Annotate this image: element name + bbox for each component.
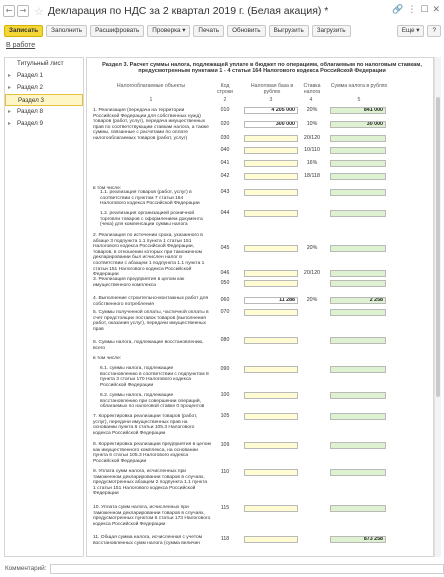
row-code: 118 — [220, 536, 230, 542]
tax-amount-field[interactable] — [330, 392, 386, 399]
row-code: 046 — [220, 270, 230, 276]
tax-amount-field[interactable] — [330, 469, 386, 476]
tax-base-field[interactable] — [244, 536, 298, 543]
row-code: 070 — [220, 309, 230, 315]
row-label: 8. Корректировка реализации предприятия в целом как имущественного комплекса, на основании пункта 6 статьи 105.3 Налогового кодекса Российской Федерации — [93, 442, 211, 464]
row-label: 6. Суммы налога, подлежащие восстановлению, всего — [93, 340, 204, 351]
column-number: 2 — [223, 97, 227, 103]
column-number: 3 — [269, 97, 273, 103]
tax-rate: 20% — [306, 245, 318, 251]
section-title: Раздел 3. Расчет суммы налога, подлежащей уплате в бюджет по операциям, облагаемым по налоговым ставкам, предусмотренным пунктами 1 - 4 статьи 164 Налогового кодекса Российской Федерации — [102, 62, 422, 75]
tax-amount-field[interactable]: 873 258 — [330, 536, 386, 543]
arrow-left-icon[interactable]: ← — [3, 5, 15, 17]
tax-base-field[interactable] — [244, 189, 298, 196]
comment-label: Комментарий: — [5, 565, 47, 572]
row-code: 115 — [220, 505, 230, 511]
refresh-button[interactable]: Обновить — [227, 25, 266, 37]
sidebar-item-title-page[interactable] — [5, 58, 83, 70]
tax-rate: 20/120 — [303, 270, 321, 276]
sidebar — [4, 57, 84, 557]
tax-amount-field[interactable] — [330, 189, 386, 196]
tax-base-field[interactable] — [244, 413, 298, 420]
row-label: 1.2. реализация организацией розничной торговли товаров с оформлением документа (чека) для компенсации суммы налога — [100, 211, 203, 228]
chevron-right-icon: ▸ — [8, 108, 12, 115]
window-title: Декларация по НДС за 2 квартал 2019 г. (Белая акация) * — [47, 5, 329, 17]
row-code: 090 — [220, 366, 230, 372]
tax-amount-field[interactable] — [330, 173, 386, 180]
sidebar-item-label: Титульный лист — [17, 60, 64, 67]
more-button[interactable]: Еще ▾ — [397, 25, 425, 37]
tax-base-field[interactable] — [244, 469, 298, 476]
tax-rate: 20/120 — [303, 135, 321, 141]
row-label: 6.1. суммы налога, подлежащие восстановлению в соответствии с подпунктом 8 пункта 3 статьи 170 Налогового кодекса Российской Федерации — [100, 366, 209, 388]
save-button[interactable]: Записать — [4, 25, 43, 37]
row-label: 3. Реализация предприятия в целом как имущественного комплекса — [93, 277, 185, 288]
column-header-code: Код строки — [217, 83, 233, 95]
tax-base-field[interactable] — [244, 280, 298, 287]
tax-amount-field[interactable] — [330, 270, 386, 277]
sidebar-item-label: Раздел 1 — [17, 72, 44, 79]
chevron-right-icon: ▸ — [8, 72, 12, 79]
row-label: 11. Общая сумма налога, исчисленная с учетом восстановленных сумм налога (сумма величин — [93, 535, 203, 546]
comment-input[interactable] — [50, 564, 444, 574]
column-number: 1 — [149, 97, 153, 103]
tax-amount-field[interactable] — [330, 505, 386, 512]
tax-base-field[interactable] — [244, 270, 298, 277]
tax-amount-field[interactable]: 2 258 — [330, 297, 386, 304]
tax-rate: 16% — [306, 160, 318, 166]
tax-base-field[interactable]: 300 000 — [244, 121, 298, 128]
decode-button[interactable]: Расшифровать — [90, 25, 144, 37]
row-code: 020 — [220, 121, 230, 127]
help-button[interactable]: ? — [427, 25, 441, 37]
row-code: 110 — [220, 469, 230, 475]
row-code: 050 — [220, 280, 230, 286]
row-label: 10. Уплата сумм налога, исчисленных при таможенном декларировании товаров в случаях, предусмотренных пунктом 6 статьи 173 Налогового кодекса Российской Федерации — [93, 505, 211, 527]
tax-amount-field[interactable] — [330, 135, 386, 142]
arrow-right-icon[interactable]: → — [17, 5, 29, 17]
tax-amount-field[interactable] — [330, 413, 386, 420]
row-label: в том числе: — [93, 356, 122, 361]
scrollbar-thumb[interactable] — [436, 97, 440, 397]
tax-amount-field[interactable] — [330, 309, 386, 316]
row-code: 030 — [220, 135, 230, 141]
tax-amount-field[interactable] — [330, 366, 386, 373]
sidebar-item-section-2[interactable] — [5, 82, 83, 94]
sidebar-item-label: Раздел 8 — [17, 108, 44, 115]
row-label: 9. Уплата сумм налога, исчисленных при таможенном декларировании товаров в случаях, предусмотренных абзацем 2 подпункта 1.1 пункта 1 статьи 151 Налогового кодекса Российской Федерации — [93, 469, 208, 497]
row-code: 043 — [220, 189, 230, 195]
fill-button[interactable]: Заполнить — [46, 25, 87, 37]
check-button[interactable]: Проверка ▾ — [147, 25, 190, 37]
row-label: 2. Реализация по истечении срока, указанного в абзаце 3 подпункта 1.1 пункта 1 статьи 151 Налогового кодекса Российской Федерации, товаров, в отношении которых при таможенном декларировании был исчислен налог в соответствии с абзацем 1 подпункта 1.1 пункта 1 статьи 151 Налогового кодекса Российской Федерации — [93, 233, 205, 278]
row-label: в том числе: — [93, 186, 122, 191]
tax-base-field[interactable] — [244, 392, 298, 399]
row-label: 1.1. реализация товаров (работ, услуг) в соответствии с пунктом 7 статьи 164 Налогового кодекса Российской Федерации — [100, 190, 200, 207]
row-code: 080 — [220, 337, 230, 343]
row-code: 044 — [220, 210, 230, 216]
tax-amount-field[interactable] — [330, 442, 386, 449]
tax-base-field[interactable] — [244, 210, 298, 217]
row-label: 4. Выполнение строительно-монтажных работ для собственного потребления — [93, 296, 209, 307]
import-button[interactable]: Загрузить — [312, 25, 351, 37]
tax-amount-field[interactable] — [330, 160, 386, 167]
toolbar — [0, 24, 444, 38]
tax-rate: 18/118 — [304, 173, 320, 179]
tax-base-field[interactable] — [244, 505, 298, 512]
row-code: 040 — [220, 147, 230, 153]
column-header-objects: Налогооблагаемые объекты — [116, 83, 186, 89]
tax-base-field[interactable] — [244, 366, 298, 373]
tax-amount-field[interactable] — [330, 337, 386, 344]
tax-base-field[interactable] — [244, 147, 298, 154]
row-code: 105 — [220, 413, 230, 419]
chevron-right-icon: ▸ — [8, 120, 12, 127]
tax-amount-field[interactable] — [330, 147, 386, 154]
close-icon[interactable]: ✕ — [432, 5, 440, 15]
row-code: 100 — [220, 392, 230, 398]
more-icon[interactable]: ⋮ — [407, 5, 417, 15]
tax-rate: 20% — [306, 297, 318, 303]
row-code: 042 — [220, 173, 230, 179]
column-number: 5 — [357, 97, 361, 103]
row-label: 5. Суммы полученной оплаты, частичной оплаты в счет предстоящих поставок товаров (выполнения работ, оказания услуг), передачи имущественных прав — [93, 310, 209, 332]
sidebar-item-label: Раздел 2 — [17, 84, 44, 91]
maximize-icon[interactable]: ☐ — [420, 5, 429, 15]
tax-base-field[interactable]: 11 288 — [244, 297, 298, 304]
tax-amount-field[interactable]: 30 000 — [330, 121, 386, 128]
row-label: 7. Корректировка реализации товаров (работ, услуг), передачи имущественных прав на основании пункта 6 статьи 105.3 Налогового кодекса Российской Федерации — [93, 414, 198, 436]
tax-base-field[interactable] — [244, 245, 298, 252]
row-code: 109 — [220, 442, 230, 448]
column-header-tax: Сумма налога в рублях — [330, 83, 388, 89]
tax-amount-field[interactable]: 841 000 — [330, 107, 386, 114]
tax-base-field[interactable] — [244, 309, 298, 316]
status-link[interactable]: В работе — [6, 42, 36, 49]
row-label: 6.2. суммы налога, подлежащие восстановлению при совершении операций, облагаемых по налоговой ставке 0 процентов — [100, 393, 205, 410]
row-label: 1. Реализация (передача на территории Российской Федерации для собственных нужд) товаров (работ, услуг), передача имущественных прав по соответствующим ставкам налога, а также суммы, связанные с расчетами по оплате налогооблагаемых товаров (работ, услуг) — [93, 108, 209, 141]
tax-rate: 10% — [306, 121, 318, 127]
tax-amount-field[interactable] — [330, 280, 386, 287]
sidebar-item-label: Раздел 3 — [18, 97, 45, 104]
sidebar-item-section-9[interactable] — [5, 118, 83, 130]
tax-base-field[interactable] — [244, 337, 298, 344]
row-code: 060 — [220, 297, 230, 303]
tax-rate: 10/110 — [304, 147, 320, 153]
sidebar-item-section-8[interactable] — [5, 106, 83, 118]
star-icon[interactable]: ☆ — [34, 4, 44, 18]
tax-rate: 20% — [306, 107, 318, 113]
tax-amount-field[interactable] — [330, 210, 386, 217]
vertical-scrollbar[interactable] — [434, 57, 441, 557]
tax-base-field[interactable] — [244, 442, 298, 449]
tax-base-field[interactable] — [244, 173, 298, 180]
sidebar-item-section-1[interactable] — [5, 70, 83, 82]
row-code: 045 — [220, 245, 230, 251]
window-controls — [392, 5, 440, 15]
tax-base-field[interactable] — [244, 160, 298, 167]
row-code: 010 — [220, 107, 230, 113]
chevron-right-icon: ▸ — [8, 84, 12, 91]
export-button[interactable]: Выгрузить — [269, 25, 309, 37]
column-number: 4 — [309, 97, 313, 103]
print-button[interactable]: Печать — [193, 25, 224, 37]
tax-base-field[interactable]: 4 205 000 — [244, 107, 298, 114]
sidebar-item-section-3[interactable] — [5, 94, 83, 106]
title-bar — [0, 0, 444, 22]
tax-base-field[interactable] — [244, 135, 298, 142]
column-header-rate: Ставка налога — [303, 83, 321, 95]
row-code: 041 — [220, 160, 230, 166]
column-header-base: Налоговая база в рублях — [250, 83, 294, 95]
link-icon[interactable]: 🔗 — [392, 5, 404, 15]
tax-amount-field[interactable] — [330, 245, 386, 252]
comment-bar — [0, 560, 444, 577]
sidebar-item-label: Раздел 9 — [17, 120, 44, 127]
